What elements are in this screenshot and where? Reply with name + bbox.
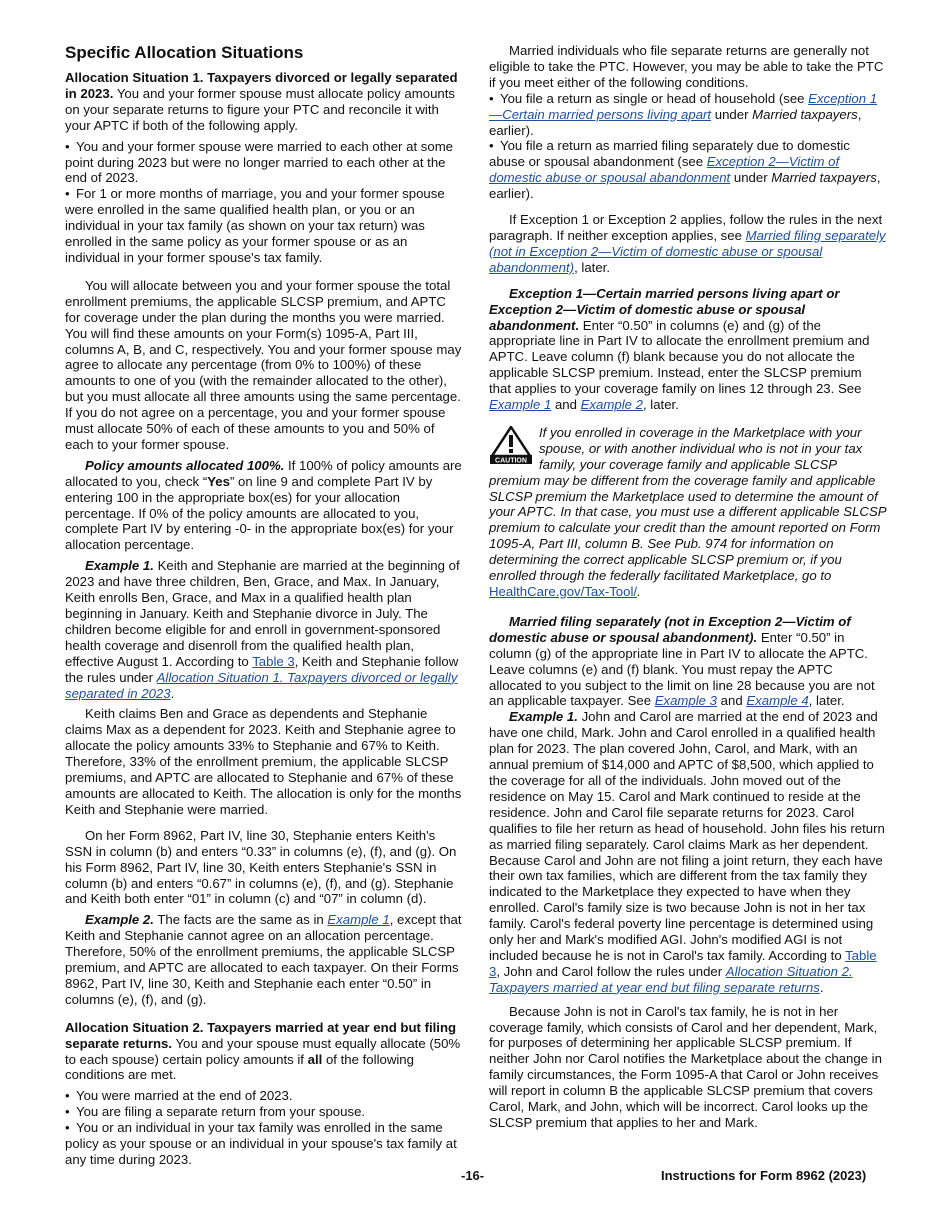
example-2-paragraph: Example 2. The facts are the same as in Example 1, except that Keith and Stephanie cannot agree on an allocation percentage. Therefore, 50% of the enrollment premiums, the applicable SLCSP premium, and APTC are allocated to each taxpayer. On their Forms 8962, Part IV, line 30, Keith and Stephanie each enter “0.50” in columns (e), (f), and (g).: [65, 912, 462, 1007]
situation-2-intro: Allocation Situation 2. Taxpayers married at year end but filing separate returns. You and your spouse must equally allocate (50% to each spouse) certain policy amounts if all of the following conditions are met.: [65, 1019, 461, 1083]
caution-icon: [489, 426, 533, 464]
caution-text: If you enrolled in coverage in the Marketplace with your spouse, or with another individual who is not in your tax family, your coverage family and applicable SLCSP premium may be different from the coverage family and applicable SLCSP premium the Marketplace used to determine the amount of your APTC. In that case, you must use a different applicable SLCSP premium to calculate your credit than the amount reported on Form 1095-A, Part III, column B. See Pub. 974 for information on determining the correct applicable SLCSP premium or, if you enrolled through the federally facilitated Marketplace, go to HealthCare.gov/Tax-Tool/.: [489, 424, 887, 599]
married-filing-separately-link[interactable]: Married filing separately (not in Exception 2—Victim of domestic abuse or spousal abandonment): [489, 227, 886, 275]
right-column: [489, 43, 887, 1136]
bullet-item: • You are filing a separate return from your spouse.: [65, 1104, 366, 1120]
table-3-link[interactable]: Table 3: [489, 947, 877, 979]
section-heading: Specific Allocation Situations: [65, 43, 304, 62]
paragraph: If Exception 1 or Exception 2 applies, follow the rules in the next paragraph. If neither exception applies, see Married filing separately (not in Exception 2—Victim of domestic abuse or spousal abandonment), later.: [489, 212, 886, 275]
mfs-paragraph: Married filing separately (not in Exception 2—Victim of domestic abuse or spousal abandonment). Enter “0.50” in column (g) of the appropriate line in Part IV to allocate the APTC. Leave columns (e) and (f) blank. You must repay the APTC allocated to you subject to the limit on line 28 because you are not an applicable taxpayer. See Example 3 and Example 4, later.: [489, 613, 875, 709]
example-3-link[interactable]: Example 3: [654, 693, 718, 709]
bullet-item: • You were married at the end of 2023.: [65, 1088, 293, 1104]
allocation-situation-1-link[interactable]: Allocation Situation 1. Taxpayers divorced or legally separated in 2023: [65, 669, 458, 701]
example-1-paragraph: Example 1. Keith and Stephanie are married at the beginning of 2023 and have three children, Ben, Grace, and Max. In January, Keith enrolls Ben, Grace, and Max in a qualified health plan beginning in January. Keith and Stephanie divorce in July. The children become eligible for and enroll in government-sponsored health coverage and disenroll from the qualified health plan, effective August 1. According to Table 3, Keith and Stephanie follow the rules under Allocation Situation 1. Taxpayers divorced or legally separated in 2023.: [65, 558, 460, 701]
exception-2-link[interactable]: Exception 2—Victim of domestic abuse or spousal abandonment: [489, 154, 840, 186]
left-column: [65, 40, 463, 1168]
paragraph: On her Form 8962, Part IV, line 30, Stephanie enters Keith's SSN in column (b) and enters “0.33” in columns (e), (f), and (g). On his Form 8962, Part IV, line 30, Keith enters Stephanie's SSN in column (b) and enters “0.67” in columns (e), (f), and (g). Stephanie and Keith both enter “01” in column (c) and “07” in column (d).: [65, 827, 457, 907]
table-3-link[interactable]: Table 3: [252, 653, 295, 669]
paragraph: You will allocate between you and your former spouse the total enrollment premiums, the applicable SLCSP premium, and APTC for coverage under the plan during the months you were married. You will find these amounts on your Form(s) 1095-A, Part III, columns A, B, and C, respectively. You and your former spouse may agree to allocate any percentage (from 0% to 100%) of these amounts to one of you (with the remainder allocated to the other), but you must allocate all three amounts using the same percentage. If you do not agree on a percentage, you and your former spouse must allocate 50% of each of these amounts to you and 50% of each to your former spouse.: [65, 277, 462, 452]
bullet-item: • You file a return as married filing separately due to domestic abuse or spousal abandonment (see Exception 2—Victim of domestic abuse or spousal abandonment under Married taxpayers, earlier).: [489, 138, 881, 202]
caution-label: CAUTION: [495, 457, 527, 464]
paragraph: Keith claims Ben and Grace as dependents and Stephanie claims Max as a dependent for 2023. Keith and Stephanie agree to allocate the policy amounts 33% to Stephanie and 67% to Keith. Therefore, 33% of the enrollment premium, the applicable SLCSP premiums, and APTC are allocated to Stephanie and 67% of these amounts are allocated to Keith. The allocation is only for the months Keith and Stephanie were married.: [65, 706, 462, 817]
policy-amounts-paragraph: Policy amounts allocated 100%. If 100% of policy amounts are allocated to you, check “Yes” on line 9 and complete Part IV by entering 100 in the appropriate box(es) for your allocation percentage. If 0% of the policy amounts are allocated to you, complete Part IV by entering -0- in the appropriate box(es) for your allocation percentage.: [65, 457, 462, 553]
paragraph: Married individuals who file separate returns are generally not eligible to take the PTC. However, you may be able to take the PTC if you meet either of the following conditions.: [489, 43, 884, 90]
example-1-paragraph: Example 1. John and Carol are married at the end of 2023 and have one child, Mark. John and Carol enrolled in a qualified health plan for 2023. The plan covered John, Carol, and Mark, with an annual premium of $14,000 and APTC of $8,500, which applied to the coverage for all of the individuals. John moved out of the residence on May 15. Carol and Mark continued to reside at the residence. John and Carol file separate returns for 2023. Carol qualifies to file her return as head of household. John files his return as married filing separately. Carol claims Mark as her dependent. Because Carol and John are not filing a joint return, they each have their own tax families, which are different from the tax family they indicated to the Marketplace they expected to have when they enrolled. Carol's family size is two because John is not in her tax family. Carol's federal poverty line percentage is determined using only her and Mark's modified AGI. John's modified AGI is not included because he is not in Carol's tax family. According to Table 3, John and Carol follow the rules under Allocation Situation 2. Taxpayers married at year end but filing separate returns.: [489, 709, 885, 995]
paragraph: Because John is not in Carol's tax family, he is not in her coverage family, which consists of Carol and her dependent, Mark, for purposes of determining her applicable SLCSP premium. If neither John nor Carol notifies the Marketplace about the change in family circumstances, the Form 1095-A that Carol or John receives will report in column B the applicable SLCSP premium that covers Carol, Mark, and John, which will be incorrect. Carol looks up the SLCSP premium that applies to her and Mark.: [489, 1003, 882, 1130]
bullet-item: • You or an individual in your tax family was enrolled in the same policy as your spouse or an individual in your spouse's tax family at any time during 2023.: [65, 1120, 457, 1167]
situation-1-intro: Allocation Situation 1. Taxpayers divorced or legally separated in 2023. You and your former spouse must allocate policy amounts on your separate returns to figure your PTC and reconcile it with your APTC if both of the following apply.: [65, 70, 458, 133]
page-number: -16-: [461, 1168, 485, 1183]
situation-2-title: Allocation Situation 2. Taxpayers married at year end but filing separate returns.: [65, 1019, 457, 1051]
example-2-link[interactable]: Example 2: [580, 397, 643, 413]
situation-1-title: Allocation Situation 1. Taxpayers divorced or legally separated in 2023.: [65, 70, 458, 101]
bullet-item: • You and your former spouse were married to each other at some point during 2023 but were no longer married to each other at the end of 2023.: [65, 138, 454, 186]
allocation-situation-2-link[interactable]: Allocation Situation 2. Taxpayers married at year end but filing separate returns: [489, 963, 853, 995]
caution-note: [489, 425, 887, 600]
exception-1-link[interactable]: Exception 1—Certain married persons living apart: [489, 90, 878, 122]
example-4-link[interactable]: Example 4: [746, 693, 809, 709]
exception-paragraph: Exception 1—Certain married persons living apart or Exception 2—Victim of domestic abuse or spousal abandonment. Enter “0.50” in columns (e) and (g) of the appropriate line in Part IV to allocate the enrollment premium and APTC. Leave column (f) blank because you do not allocate the applicable SLCSP premium. Instead, enter the SLCSP premium that applies to your coverage family on lines 12 through 23. See Example 1 and Example 2, later.: [489, 285, 870, 413]
example-1-link[interactable]: Example 1: [327, 912, 390, 928]
bullet-item: • You file a return as single or head of household (see Exception 1—Certain married persons living apart under Married taxpayers, earlier).: [489, 90, 878, 138]
bullet-item: • For 1 or more months of marriage, you and your former spouse were enrolled in the same qualified health plan, or you or an individual in your tax family (as shown on your tax return) was enrolled in the same policy as your former spouse or as an individual in your former spouse's tax family.: [65, 186, 445, 265]
document-title: Instructions for Form 8962 (2023): [661, 1168, 867, 1183]
healthcare-gov-link[interactable]: HealthCare.gov/Tax-Tool/: [489, 584, 638, 599]
example-1-link[interactable]: Example 1: [489, 397, 552, 413]
